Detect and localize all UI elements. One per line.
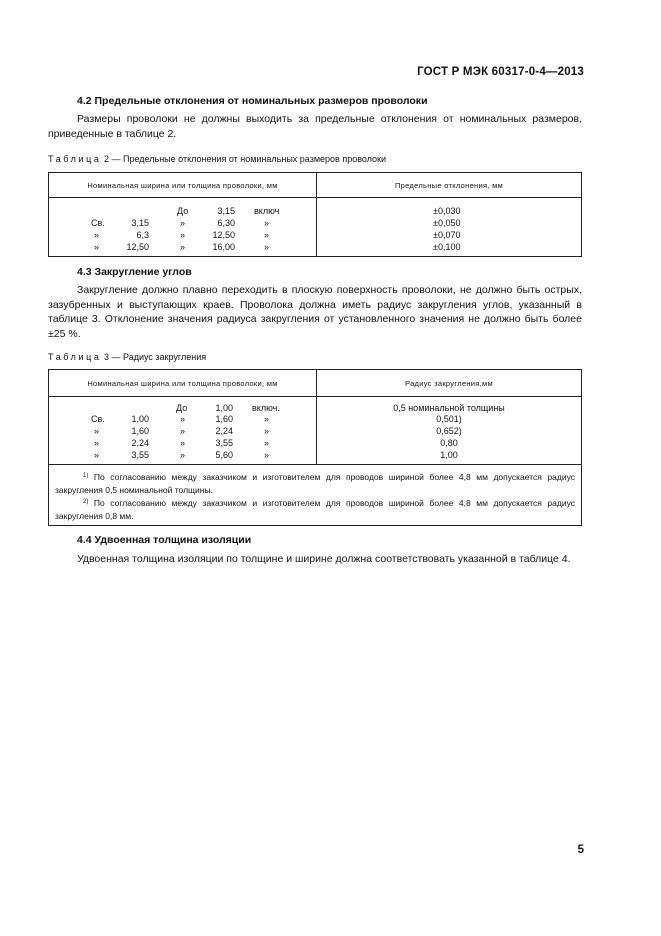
footnote-1 [55, 470, 575, 496]
row-3-b: 2,24 [131, 438, 149, 448]
row-1-c: » [180, 414, 186, 424]
row-1-d: 1,60 [215, 414, 233, 424]
row-2-b: 6,3 [136, 230, 149, 240]
section-4-4-heading: 4.4 Удвоенная толщина изоляции [77, 534, 252, 546]
table-2-header [49, 173, 581, 198]
row-3-e: » [264, 438, 270, 448]
page-number: 5 [577, 844, 584, 856]
table-3-header [49, 370, 581, 397]
row-2-a: » [94, 230, 100, 240]
row-1-e: » [264, 414, 270, 424]
section-4-4-paragraph: Удвоенная толщина изоляции по толщине и ширине должна соответствовать указанной в таблице 4. [77, 553, 571, 565]
row-1-d: 6,30 [217, 218, 235, 228]
table-3-caption-text: 3 — Радиус закругления [104, 352, 207, 362]
row-2-e: » [264, 426, 270, 436]
row-3-d: 3,55 [215, 438, 233, 448]
footnote-2 [55, 496, 575, 522]
row-4-a: » [94, 450, 100, 460]
table-3-size-column [49, 397, 317, 464]
section-4-2-heading: 4.2 Предельные отклонения от номинальных размеров проволоки [77, 95, 428, 107]
row-2-value: 0,652) [436, 426, 462, 436]
row-2-d: 12,50 [212, 230, 235, 240]
row-0-d: 3,15 [217, 206, 235, 216]
row-3-b: 12,50 [126, 242, 149, 252]
row-1-a: Св. [91, 414, 105, 424]
row-0-value: 0,5 номинальной толщины [393, 403, 505, 413]
table-3-caption-word: Таблица [48, 352, 102, 362]
row-1-a: Св. [91, 218, 105, 228]
row-4-e: » [264, 450, 270, 460]
row-3-c: » [180, 438, 186, 448]
row-4-c: » [180, 450, 186, 460]
section-4-3-heading: 4.3 Закругление углов [77, 266, 192, 278]
row-1-e: » [264, 218, 270, 228]
row-2-c: » [180, 426, 186, 436]
row-3-d: 16,00 [212, 242, 235, 252]
row-3-value: 0,80 [440, 438, 458, 448]
table-3 [48, 369, 582, 526]
row-2-d: 2,24 [215, 426, 233, 436]
document-code: ГОСТ Р МЭК 60317-0-4—2013 [417, 66, 584, 78]
row-4-value: 1,00 [440, 450, 458, 460]
row-0-c: До [177, 206, 189, 216]
table-3-col1-header: Номинальная ширина или толщина проволоки, мм [49, 370, 317, 396]
table-2-col2-header: Предельные отклонения, мм [394, 180, 504, 190]
table-2 [48, 172, 582, 257]
table-3-caption [48, 352, 206, 362]
table-2-caption-text: 2 — Предельные отклонения от номинальных размеров проволоки [104, 154, 387, 164]
row-3-a: » [94, 242, 100, 252]
row-1-b: 3,15 [131, 218, 149, 228]
table-3-body [49, 397, 581, 464]
table-2-size-column [49, 198, 317, 257]
footnote-1-mark: 1) [83, 473, 89, 479]
row-0-e: включ. [252, 403, 280, 413]
row-0-value: ±0,030 [433, 206, 461, 216]
row-4-b: 3,55 [131, 450, 149, 460]
footnote-1-text: По согласованию между заказчиком и изготовителем для проводов шириной более 4,8 мм допускается радиус закругления 0,5 номинальной толщины. [55, 472, 575, 495]
table-3-col2-header: Радиус закругления,мм [405, 378, 493, 388]
footnote-2-mark: 2) [83, 499, 89, 505]
row-1-b: 1,00 [131, 414, 149, 424]
table-3-footnotes [49, 464, 581, 527]
table-2-body [49, 198, 581, 257]
row-1-c: » [180, 218, 186, 228]
row-3-a: » [94, 438, 100, 448]
table-2-deviation-column [317, 198, 581, 257]
row-0-e: включ [254, 206, 280, 216]
row-1-value: ±0,050 [433, 218, 461, 228]
row-2-e: » [264, 230, 270, 240]
footnote-2-text: По согласованию между заказчиком и изготовителем для проводов шириной более 4,8 мм допускается радиус закругления 0,8 мм. [55, 498, 575, 521]
table-3-radius-column [317, 397, 581, 464]
section-4-2-paragraph: Размеры проволоки не должны выходить за предельные отклонения от номинальных размеров, приведенные в таблице 2. [48, 113, 582, 140]
table-2-caption [48, 154, 386, 164]
row-3-e: » [264, 242, 270, 252]
row-1-value: 0,501) [436, 414, 462, 424]
row-3-c: » [180, 242, 186, 252]
row-3-value: ±0,100 [433, 242, 461, 252]
row-4-d: 5,60 [215, 450, 233, 460]
section-4-3-paragraph: Закругление должно плавно переходить в плоскую поверхность проволоки, не должно быть острых, зазубренных и выступающих краев. Проволока должна иметь радиус закругления углов, указанный в таблице 3. Отклонение значения радиуса закругления от установленного значения не должно быть более ±25 %. [48, 284, 582, 340]
row-2-c: » [180, 230, 186, 240]
row-0-d: 1,00 [215, 403, 233, 413]
table-2-caption-word: Таблица [48, 154, 102, 164]
row-0-c: До [176, 403, 188, 413]
table-2-col1-header: Номинальная ширина или толщина проволоки, мм [49, 173, 317, 197]
row-2-value: ±0,070 [433, 230, 461, 240]
row-2-b: 1,60 [131, 426, 149, 436]
row-2-a: » [94, 426, 100, 436]
